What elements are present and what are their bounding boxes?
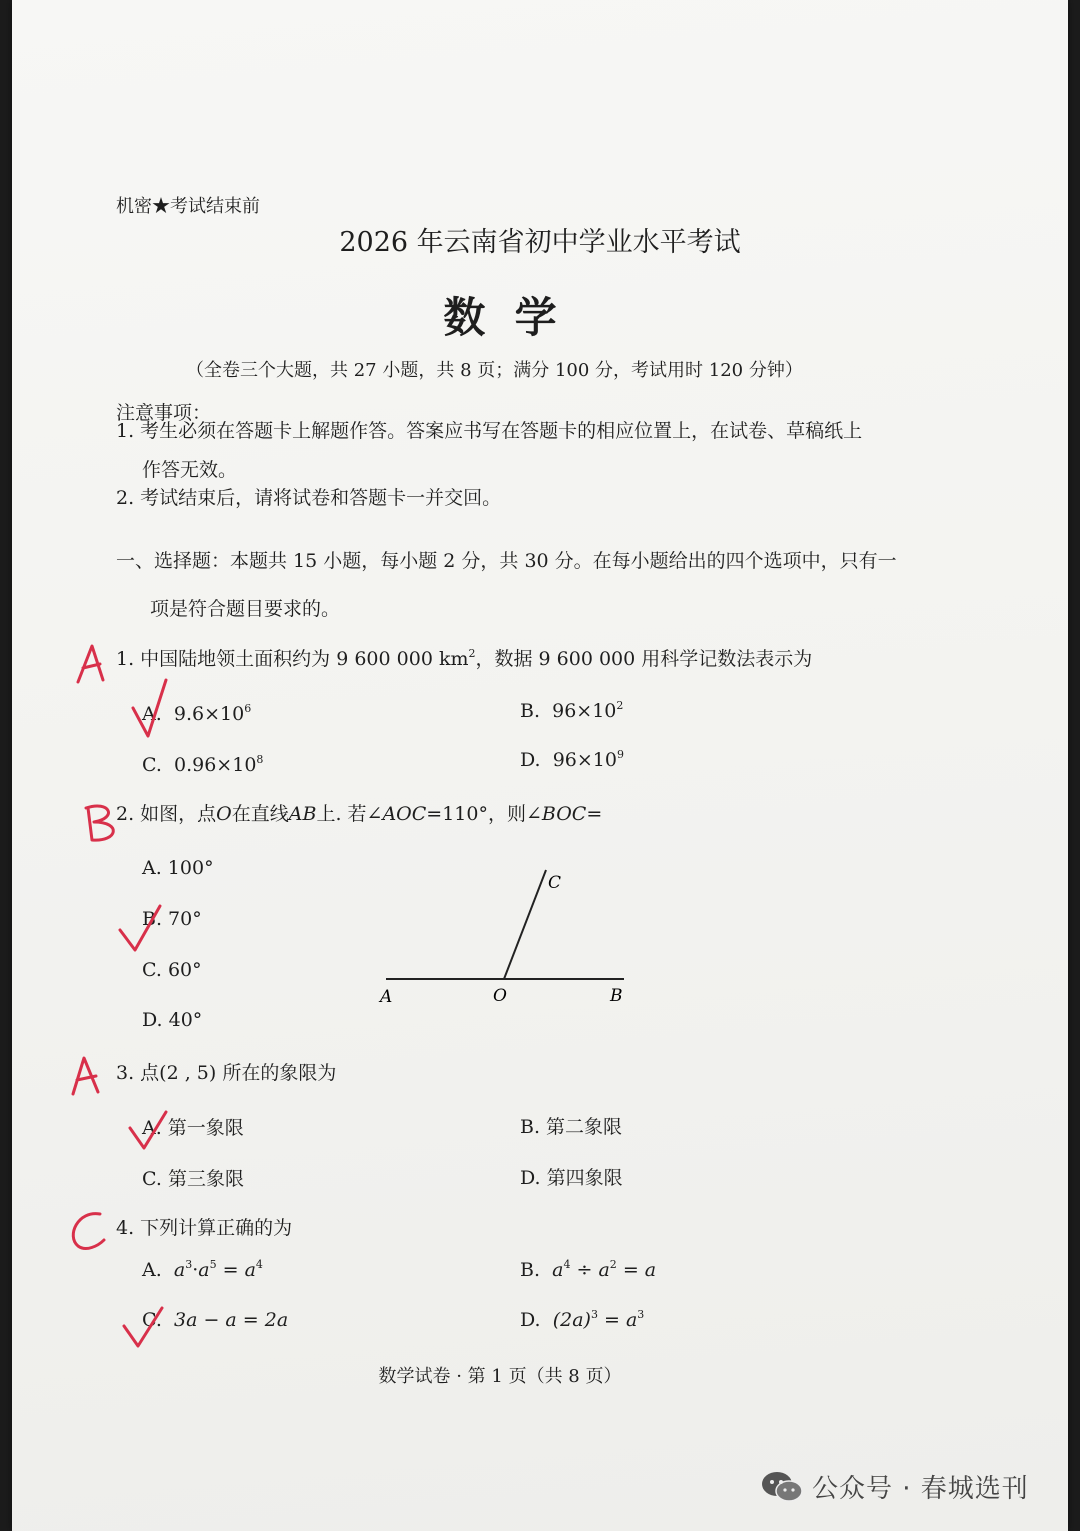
handwritten-answer-q4-icon — [73, 1214, 104, 1249]
q4-c-expr: 3a − a = 2a — [174, 1309, 289, 1331]
q4-b-op: ÷ — [576, 1259, 593, 1281]
section-1-heading-cont: 项是符合题目要求的。 — [150, 598, 341, 620]
q4-a-term: a — [198, 1259, 210, 1281]
checkmark-q3-icon — [130, 1112, 166, 1148]
q2-var-boc: BOC — [541, 803, 587, 825]
q4-option-d-label: D. — [520, 1309, 541, 1331]
notes-item-1-cont: 作答无效。 — [142, 459, 238, 481]
subject-title: 数 学 — [443, 293, 557, 342]
question-3-stem: 3. 点(2 , 5) 所在的象限为 — [116, 1062, 337, 1084]
q3-option-c: C. 第三象限 — [142, 1168, 244, 1190]
q1-option-a-label: A. — [142, 703, 162, 725]
q1-option-c-exp: 8 — [256, 753, 264, 766]
q4-d-exp: 3 — [637, 1308, 645, 1321]
question-4-stem: 4. 下列计算正确的为 — [116, 1217, 293, 1239]
q2-option-a: A. 100° — [142, 857, 214, 879]
q4-b-term: a — [644, 1259, 657, 1281]
q1-option-d-base: 96×10 — [552, 749, 617, 771]
notes-heading: 注意事项： — [116, 402, 212, 424]
q4-option-b-label: B. — [520, 1259, 541, 1281]
q1-stem-sup: 2 — [468, 647, 476, 660]
q4-d-eq: = — [604, 1309, 620, 1331]
q4-a-exp: 3 — [185, 1258, 193, 1271]
q4-d-exp: 3 — [590, 1308, 598, 1321]
point-o-label: O — [493, 986, 507, 1006]
page-footer: 数学试卷 · 第 1 页（共 8 页） — [378, 1366, 622, 1387]
q3-option-d: D. 第四象限 — [520, 1167, 623, 1189]
checkmark-q2-icon — [120, 906, 160, 950]
q2-stem-e: = — [586, 803, 603, 825]
exam-title-text: 2026 年云南省初中学业水平考试 — [339, 227, 741, 258]
point-b-label: B — [610, 986, 623, 1006]
handwritten-answer-q3-icon — [73, 1058, 98, 1094]
q4-b-eq: = — [622, 1259, 639, 1281]
q4-a-exp: 5 — [209, 1258, 217, 1271]
q2-stem-d: =110°，则∠ — [426, 803, 542, 825]
notes-item-1: 1. 考生必须在答题卡上解题作答。答案应书写在答题卡的相应位置上，在试卷、草稿纸上 — [116, 420, 863, 442]
q4-a-op: · — [192, 1259, 199, 1281]
q4-a-eq: = — [222, 1259, 239, 1281]
handwritten-answer-q2-icon — [86, 806, 113, 840]
q2-var-aoc: AOC — [382, 803, 427, 825]
checkmark-q1-icon — [133, 680, 166, 736]
checkmark-q4-icon — [124, 1308, 162, 1346]
q1-option-b-base: 96×10 — [552, 700, 617, 722]
q2-var-ab: AB — [288, 803, 317, 825]
q1-option-a-exp: 6 — [244, 702, 252, 715]
q4-option-a-label: A. — [142, 1259, 162, 1281]
q2-stem-a: 2. 如图，点 — [116, 803, 217, 825]
q1-option-a-base: 9.6×10 — [173, 703, 245, 725]
q2-stem-b: 在直线 — [231, 803, 289, 825]
exam-info: （全卷三个大题，共 27 小题，共 8 页；满分 100 分，考试用时 120 分钟） — [186, 360, 803, 381]
q4-b-exp: 4 — [563, 1258, 571, 1271]
handwritten-answer-q1-icon — [78, 646, 103, 682]
point-a-label: A — [380, 987, 393, 1007]
q1-option-b-exp: 2 — [616, 699, 624, 712]
q2-option-b: B. 70° — [142, 908, 202, 930]
q2-var-o: O — [216, 803, 232, 825]
q2-option-c: C. 60° — [142, 959, 202, 981]
section-1-heading: 一、选择题：本题共 15 小题，每小题 2 分，共 30 分。在每小题给出的四个选项中，只有一 — [116, 550, 897, 572]
q1-option-d-label: D. — [520, 749, 541, 771]
q1-option-d-exp: 9 — [616, 748, 624, 761]
q2-stem-c: 上. 若∠ — [316, 803, 383, 825]
q4-a-exp: 4 — [255, 1258, 263, 1271]
secret-label: 机密★考试结束前 — [116, 196, 260, 217]
q3-option-a: A. 第一象限 — [142, 1117, 244, 1139]
wechat-icon — [760, 1469, 804, 1505]
notes-item-2: 2. 考试结束后，请将试卷和答题卡一并交回。 — [116, 487, 502, 509]
q1-option-c-label: C. — [142, 754, 162, 776]
q1-option-b-label: B. — [520, 700, 541, 722]
q4-d-term: (2a) — [552, 1309, 591, 1331]
q1-stem-b: ，数据 9 600 000 用科学记数法表示为 — [475, 648, 813, 670]
q4-d-term: a — [625, 1309, 638, 1331]
watermark-text: 公众号 · 春城选刊 — [812, 1474, 1029, 1504]
q4-a-term: a — [173, 1259, 186, 1281]
q4-b-term: a — [552, 1259, 564, 1281]
q1-option-c-base: 0.96×10 — [174, 754, 257, 776]
q1-stem-a: 1. 中国陆地领土面积约为 9 600 000 km — [116, 648, 469, 670]
point-c-label: C — [548, 873, 562, 893]
q4-a-term: a — [244, 1259, 256, 1281]
q3-option-b: B. 第二象限 — [520, 1116, 623, 1138]
q4-b-exp: 2 — [609, 1258, 617, 1271]
q4-b-term: a — [598, 1259, 610, 1281]
watermark — [760, 1468, 1029, 1505]
q4-option-c-label: C. — [142, 1309, 162, 1331]
q2-option-d: D. 40° — [142, 1009, 203, 1031]
